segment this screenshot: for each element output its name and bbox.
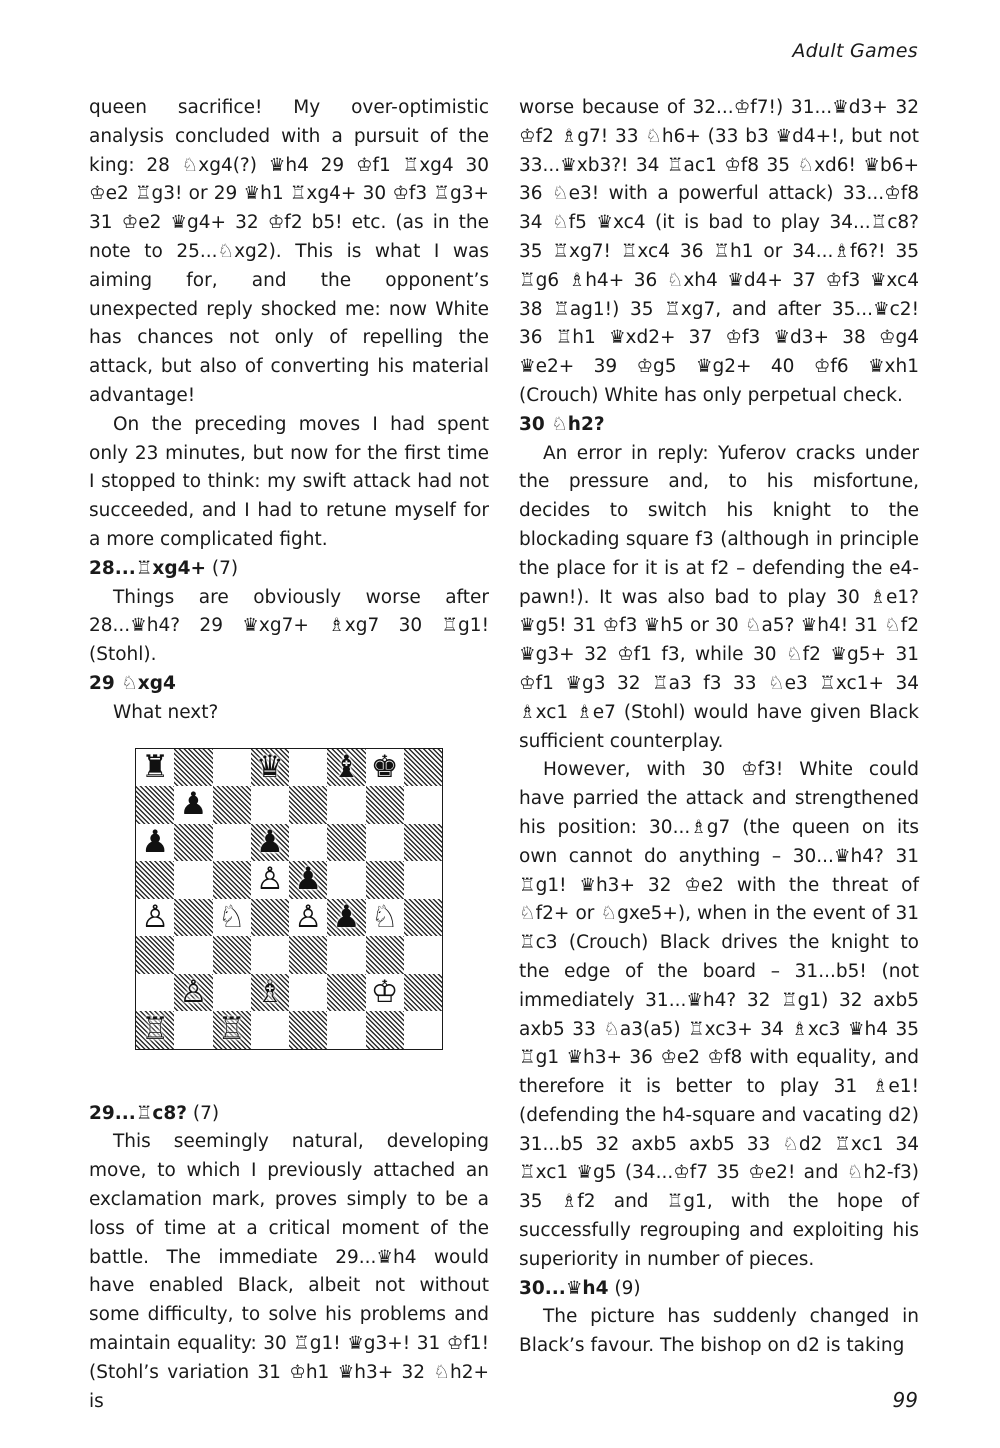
chess-piece: ♙ bbox=[141, 898, 170, 935]
paragraph: What next? bbox=[113, 701, 219, 723]
paragraph: queen sacrifice! My over-optimistic analysis concluded with a pursuit of the king: 28 ♘xg4(?) ♛h4 29 ♔f1 ♖xg4 30 ♔e2 ♖g3! or 29 ♛h1 ♖xg4+ 30 ♔f3 ♖g3+ 31 ♔e2 ♛g4+ 32 ♔f2 b5! etc. (as in the note to 25...♘xg2). This is what I was aiming for, and the opponent’s unexpected reply shocked me: now White has chances not only of repelling the attack, but also of converting his material advantage! bbox=[89, 97, 489, 406]
paragraph: This seemingly natural, developing move, to which I previously attached an exclamation mark, proves simply to be a loss of time at a critical moment of the battle. The immediate 29...♛h4 would have enabled Black, albeit not without some difficulty, to solve his problems and maintain equality: 30 ♖g1! ♛g3+! 31 ♔f1! (Stohl’s variation 31 ♔h1 ♛h3+ 32 ♘h2+ is bbox=[89, 1131, 489, 1412]
chess-piece: ♟ bbox=[332, 898, 361, 935]
square-g8 bbox=[366, 749, 404, 787]
move-heading bbox=[519, 1275, 919, 1304]
square-h5 bbox=[404, 861, 442, 899]
square-c5 bbox=[213, 861, 251, 899]
square-b1 bbox=[174, 1011, 212, 1049]
square-e6 bbox=[289, 824, 327, 862]
square-g5 bbox=[366, 861, 404, 899]
square-d5 bbox=[251, 861, 289, 899]
square-c6 bbox=[213, 824, 251, 862]
square-e8 bbox=[289, 749, 327, 787]
move-heading bbox=[89, 670, 489, 699]
square-d1 bbox=[251, 1011, 289, 1049]
square-h2 bbox=[404, 974, 442, 1012]
square-a1 bbox=[136, 1011, 174, 1049]
square-a8 bbox=[136, 749, 174, 787]
move-notation: 29 ♘xg4 bbox=[89, 672, 176, 694]
square-e5 bbox=[289, 861, 327, 899]
move-heading bbox=[89, 1100, 489, 1129]
square-a7 bbox=[136, 786, 174, 824]
square-f2 bbox=[327, 974, 365, 1012]
square-h3 bbox=[404, 936, 442, 974]
chess-piece: ♖ bbox=[217, 1011, 246, 1048]
square-d7 bbox=[251, 786, 289, 824]
square-f8 bbox=[327, 749, 365, 787]
square-a6 bbox=[136, 824, 174, 862]
page-number: 99 bbox=[892, 1388, 918, 1412]
move-time: (7) bbox=[205, 557, 239, 579]
square-c1 bbox=[213, 1011, 251, 1049]
chess-piece: ♙ bbox=[179, 973, 208, 1010]
chess-piece: ♟ bbox=[255, 823, 284, 860]
chess-piece: ♝ bbox=[332, 748, 361, 785]
move-heading bbox=[519, 411, 919, 440]
move-notation: 28...♖xg4+ bbox=[89, 557, 206, 579]
square-d8 bbox=[251, 749, 289, 787]
chess-piece: ♚ bbox=[370, 748, 399, 785]
square-a2 bbox=[136, 974, 174, 1012]
left-column bbox=[89, 94, 489, 1416]
chess-piece: ♜ bbox=[141, 748, 170, 785]
paragraph: Things are obviously worse after 28...♛h4? 29 ♛xg7+ ♗xg7 30 ♖g1! (Stohl). bbox=[89, 586, 489, 666]
square-a5 bbox=[136, 861, 174, 899]
square-h4 bbox=[404, 899, 442, 937]
right-column bbox=[519, 94, 919, 1361]
chess-piece: ♛ bbox=[255, 748, 284, 785]
chess-piece: ♗ bbox=[255, 973, 284, 1010]
chess-diagram bbox=[135, 748, 445, 1052]
square-g6 bbox=[366, 824, 404, 862]
chess-piece: ♟ bbox=[294, 861, 323, 898]
square-f5 bbox=[327, 861, 365, 899]
chess-piece: ♟ bbox=[179, 786, 208, 823]
paragraph: An error in reply: Yuferov cracks under the pressure and, to his misfortune, decides to switch his knight to the blockading square f3 (although in principle the place for it is at f2 – defending the e4-pawn!). It was also bad to play 30 ♗e1? ♛g5! 31 ♔f3 ♛h5 or 30 ♘a5? ♛h4! 31 ♘f2 ♛g3+ 32 ♔f1 f3, while 30 ♘f2 ♛g5+ 31 ♔f1 ♛g3 32 ♖a3 f3 33 ♘e3 ♖xc1+ 34 ♗xc1 ♗e7 (Stohl) would have given Black sufficient counterplay. bbox=[519, 442, 919, 752]
square-a4 bbox=[136, 899, 174, 937]
chess-piece: ♟ bbox=[141, 823, 170, 860]
square-g4 bbox=[366, 899, 404, 937]
square-f3 bbox=[327, 936, 365, 974]
chess-piece: ♙ bbox=[294, 898, 323, 935]
square-e2 bbox=[289, 974, 327, 1012]
square-f6 bbox=[327, 824, 365, 862]
move-time: (9) bbox=[608, 1277, 641, 1299]
square-g1 bbox=[366, 1011, 404, 1049]
square-g7 bbox=[366, 786, 404, 824]
chess-piece: ♘ bbox=[370, 898, 399, 935]
square-e7 bbox=[289, 786, 327, 824]
square-b7 bbox=[174, 786, 212, 824]
square-d6 bbox=[251, 824, 289, 862]
square-c2 bbox=[213, 974, 251, 1012]
square-h1 bbox=[404, 1011, 442, 1049]
square-c4 bbox=[213, 899, 251, 937]
square-b4 bbox=[174, 899, 212, 937]
square-g3 bbox=[366, 936, 404, 974]
chess-piece: ♘ bbox=[217, 898, 246, 935]
paragraph: The picture has suddenly changed in Black’s favour. The bishop on d2 is taking bbox=[519, 1306, 919, 1357]
square-b2 bbox=[174, 974, 212, 1012]
square-b8 bbox=[174, 749, 212, 787]
move-notation: 30 ♘h2? bbox=[519, 413, 605, 435]
square-b6 bbox=[174, 824, 212, 862]
square-e1 bbox=[289, 1011, 327, 1049]
move-notation: 29...♖c8? bbox=[89, 1102, 187, 1124]
square-c3 bbox=[213, 936, 251, 974]
square-e3 bbox=[289, 936, 327, 974]
square-f4 bbox=[327, 899, 365, 937]
square-f1 bbox=[327, 1011, 365, 1049]
square-h8 bbox=[404, 749, 442, 787]
square-d2 bbox=[251, 974, 289, 1012]
square-b5 bbox=[174, 861, 212, 899]
paragraph: worse because of 32...♔f7!) 31...♛d3+ 32 ♔f2 ♗g7! 33 ♘h6+ (33 b3 ♛d4+!, but not 33...♛xb3?! 34 ♖ac1 ♔f8 35 ♘xd6! ♛b6+ 36 ♘e3! with a powerful attack) 33...♔f8 34 ♘f5 ♛xc4 (it is bad to play 34...♖c8? 35 ♖xg7! ♖xc4 36 ♖h1 or 34...♗f6?! 35 ♖g6 ♗h4+ 36 ♘xh4 ♛d4+ 37 ♔f3 ♛xc4 38 ♖ag1!) 35 ♖xg7, and after 35...♛c2! 36 ♖h1 ♛xd2+ 37 ♔f3 ♛d3+ 38 ♔g4 ♛e2+ 39 ♔g5 ♛g2+ 40 ♔f6 ♛xh1 (Crouch) White has only perpetual check. bbox=[519, 97, 919, 406]
paragraph: On the preceding moves I had spent only 23 minutes, but now for the first time I stopped to think: my swift attack had not succeeded, and I had to retune myself for a more complicated fight. bbox=[89, 413, 489, 550]
square-f7 bbox=[327, 786, 365, 824]
square-c7 bbox=[213, 786, 251, 824]
square-h6 bbox=[404, 824, 442, 862]
square-a3 bbox=[136, 936, 174, 974]
running-title: Adult Games bbox=[792, 40, 918, 62]
square-e4 bbox=[289, 899, 327, 937]
paragraph: However, with 30 ♔f3! White could have parried the attack and strengthened his position: 30...♗g7 (the queen on its own cannot do anything – 30...♛h4? 31 ♖g1! ♛h3+ 32 ♔e2 with the threat of ♘f2+ or ♘gxe5+), when in the event of 31 ♖c3 (Crouch) Black drives the knight to the edge of the board – 31...b5! (not immediately 31...♛h4? 32 ♖g1) 32 axb5 axb5 33 ♘a3(a5) ♖xc3+ 34 ♗xc3 ♛h4 35 ♖g1 ♛h3+ 36 ♔e2 ♔f8 with equality, and therefore it is better to play 31 ♗e1! (defending the h4-square and vacating d2) 31...b5 32 axb5 axb5 33 ♘d2 ♖xc1 34 ♖xc1 ♛g5 (34...♔f7 35 ♔e2! and ♘h2-f3) 35 ♗f2 and ♖g1, with the hope of successfully regrouping and exploiting his superiority in number of pieces. bbox=[519, 759, 919, 1270]
square-h7 bbox=[404, 786, 442, 824]
square-d3 bbox=[251, 936, 289, 974]
chess-board bbox=[135, 748, 443, 1050]
square-g2 bbox=[366, 974, 404, 1012]
square-c8 bbox=[213, 749, 251, 787]
move-notation: 30...♛h4 bbox=[519, 1277, 609, 1299]
chess-piece: ♔ bbox=[370, 973, 399, 1010]
chess-piece: ♙ bbox=[255, 861, 284, 898]
move-time: (7) bbox=[186, 1102, 220, 1124]
chess-piece: ♖ bbox=[141, 1011, 170, 1048]
square-b3 bbox=[174, 936, 212, 974]
square-d4 bbox=[251, 899, 289, 937]
move-heading bbox=[89, 555, 489, 584]
